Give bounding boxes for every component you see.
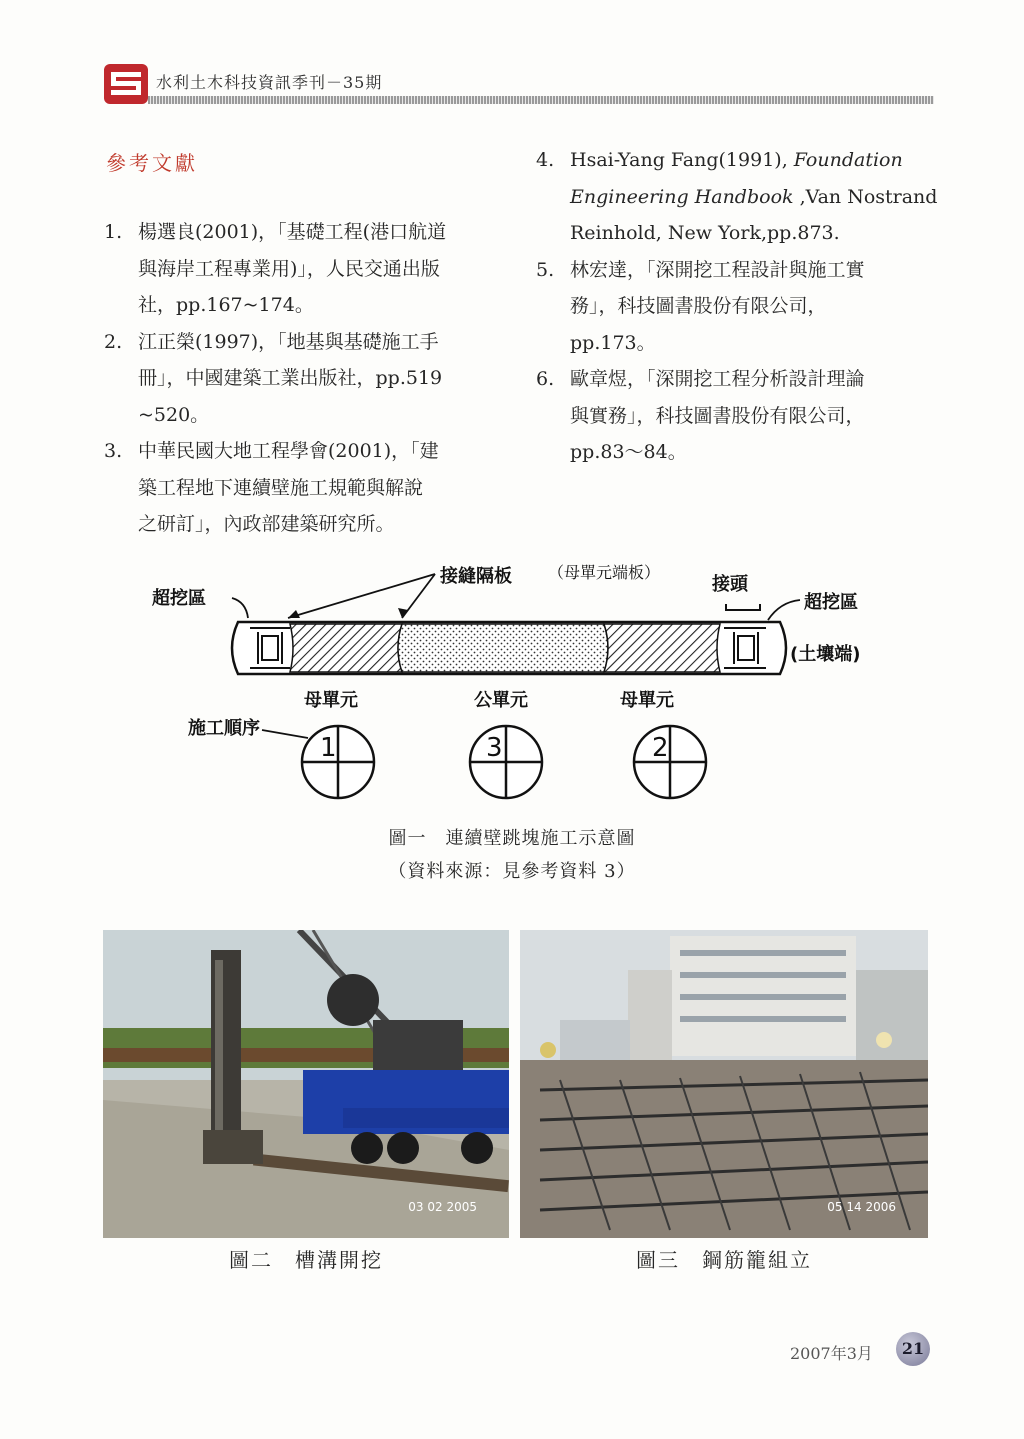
label-overdig-left: 超挖區 [152, 588, 206, 609]
label-male-unit: 公單元 [474, 690, 528, 711]
female-panel-left [290, 624, 402, 672]
leader-line [402, 574, 435, 618]
reference-item [104, 324, 500, 434]
reference-book-title: Foundation Engineering Handbook [570, 149, 903, 208]
photo3-caption: 圖三 鋼筋籠組立 [636, 1248, 812, 1272]
reference-line: pp.173。 [570, 331, 656, 354]
reference-line: 中華民國大地工程學會(2001)，「建 [138, 440, 439, 462]
reference-number: 6. [536, 368, 555, 390]
order-number: 1 [320, 733, 337, 763]
order-number: 3 [486, 733, 503, 763]
joint-bracket [726, 604, 760, 610]
reference-line: 社，pp.167~174。 [138, 294, 314, 316]
reference-line: 築工程地下連續壁施工規範與解說 [138, 476, 424, 499]
figure1-caption [0, 822, 1024, 888]
reference-line: 與海岸工程專業用)」，人民交通出版 [138, 257, 440, 280]
header-rule [148, 96, 934, 104]
reference-item [536, 252, 938, 362]
leader-line [262, 730, 308, 738]
reference-item [536, 361, 938, 471]
reference-line: pp.83～84。 [570, 441, 687, 463]
label-construction-order: 施工順序 [188, 718, 260, 739]
trench-excavation-illustration [103, 930, 509, 1238]
reference-line: 林宏達，「深開挖工程設計與施工實 [570, 258, 865, 281]
photo-date-stamp: 03 02 2005 [408, 1200, 477, 1214]
label-female-unit-right: 母單元 [620, 690, 674, 711]
journal-title: 水利土木科技資訊季刊－35期 [156, 73, 383, 92]
reference-author: Hsai-Yang Fang(1991), [570, 149, 794, 171]
reference-number: 2. [104, 330, 123, 353]
leader-line [232, 598, 248, 618]
reference-line: 務」，科技圖書股份有限公司， [570, 295, 827, 317]
reference-list-left [104, 214, 500, 543]
reference-line: 楊選良(2001)，「基礎工程(港口航道 [138, 221, 447, 243]
order-circle-3 [470, 726, 542, 798]
label-joint-plate: 接縫隔板 [440, 566, 512, 587]
rebar-cage-illustration [520, 930, 928, 1238]
reference-number: 5. [536, 258, 555, 281]
label-overdig-right: 超挖區 [804, 592, 858, 613]
reference-line: 與實務」，科技圖書股份有限公司， [570, 404, 865, 427]
reference-number: 3. [104, 440, 123, 462]
figure1-caption-title: 圖一 連續壁跳塊施工示意圖 [388, 828, 636, 849]
photo2-caption: 圖二 槽溝開挖 [229, 1248, 383, 1272]
page-number: 21 [896, 1332, 930, 1366]
label-joint: 接頭 [712, 574, 748, 595]
label-female-unit-left: 母單元 [304, 690, 358, 711]
male-panel [398, 624, 608, 672]
references-heading: 參考文獻 [106, 151, 198, 175]
label-female-end-plate: （母單元端板） [548, 563, 661, 582]
reference-line: ~520。 [138, 403, 210, 426]
wall-sequence-diagram [140, 552, 900, 812]
reference-list-right [536, 142, 938, 471]
photo-trench-excavation [103, 930, 509, 1238]
reference-publisher: ,Van Nostrand Reinhold, New York,pp.873. [570, 185, 938, 244]
order-number: 2 [652, 733, 669, 763]
reference-number: 1. [104, 221, 123, 243]
s-logo-icon [104, 64, 148, 104]
reference-item [104, 433, 500, 543]
order-circle-2 [634, 726, 706, 798]
reference-line: 歐章煜，「深開挖工程分析設計理論 [570, 368, 865, 390]
leader-line [768, 600, 800, 620]
female-panel-right [604, 624, 720, 672]
label-soil-end: (土壤端) [790, 644, 861, 665]
figure1-caption-source: （資料來源：見參考資料 3） [388, 861, 636, 882]
issue-date: 2007年3月 [790, 1344, 873, 1363]
order-circle-1 [302, 726, 374, 798]
reference-item [104, 214, 500, 324]
photo-rebar-cage [520, 930, 928, 1238]
photo-date-stamp: 05 14 2006 [827, 1200, 896, 1214]
reference-line: 之研訂」，內政部建築研究所。 [138, 513, 395, 535]
leader-line [288, 574, 435, 618]
arrow-head [288, 610, 300, 618]
reference-line: 江正榮(1997)，「地基與基礎施工手 [138, 330, 439, 353]
reference-number: 4. [536, 149, 555, 171]
reference-item [536, 142, 938, 252]
reference-line: 冊」，中國建築工業出版社，pp.519 [138, 367, 443, 389]
